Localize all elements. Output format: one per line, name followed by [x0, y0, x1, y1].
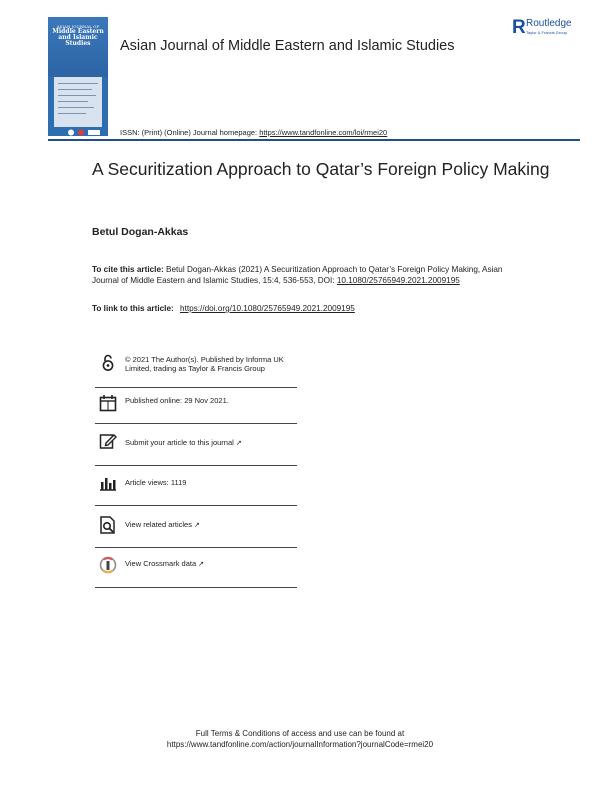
header-divider: [48, 139, 580, 141]
cover-text-line: [58, 113, 86, 114]
cover-text-line: [58, 95, 96, 96]
license-text: © 2021 The Author(s). Published by Informa UK Limited, trading as Taylor & Francis Group: [125, 355, 284, 373]
journal-cover-image: [48, 17, 108, 136]
calendar-icon: [99, 394, 117, 412]
related-articles-icon: [99, 516, 117, 534]
license-row: [95, 350, 297, 388]
external-link-icon: ↗: [235, 440, 242, 447]
article-title: A Securitization Approach to Qatar’s Foreign Policy Making: [92, 159, 550, 179]
footer: [0, 728, 600, 750]
routledge-logo: [512, 17, 592, 39]
bar-chart-icon: [99, 474, 117, 492]
article-link-line: [92, 304, 355, 313]
related-row[interactable]: [95, 506, 297, 548]
routledge-r-icon: R: [512, 17, 526, 38]
publisher-name: Routledge: [526, 18, 572, 29]
issn-line: [120, 128, 387, 137]
published-date: Published online: 29 Nov 2021.: [125, 396, 229, 405]
citation-block: [92, 264, 512, 286]
edit-icon: [99, 432, 117, 450]
cover-text-line: [58, 101, 88, 102]
cover-title: ASIAN JOURNAL OF Middle Eastern and Islamic Studies: [52, 24, 104, 47]
crossmark-link[interactable]: View Crossmark data ↗: [125, 559, 205, 568]
open-access-icon: [99, 354, 117, 372]
crossmark-row[interactable]: [95, 548, 297, 588]
views-row: [95, 466, 297, 506]
article-views: Article views: 1119: [125, 478, 187, 487]
footer-terms-link[interactable]: https://www.tandfonline.com/action/journalInformation?journalCode=rmei20: [166, 740, 434, 749]
link-label: To link to this article:: [92, 304, 174, 313]
cover-panel: [54, 77, 102, 127]
author-name: Betul Dogan-Akkas: [92, 226, 189, 238]
crossmark-icon: [99, 556, 117, 574]
publisher-tagline: Taylor & Francis Group: [526, 30, 567, 35]
external-link-icon: ↗: [193, 522, 200, 529]
cover-text-line: [58, 89, 92, 90]
cite-label: To cite this article:: [92, 265, 164, 274]
doi-link[interactable]: 10.1080/25765949.2021.2009195: [336, 276, 460, 285]
cite-text: Betul Dogan-Akkas (2021) A Securitization Approach to Qatar’s Foreign Policy Making, Asian Journal of Middle Eastern and Islamic Studies, 15:4, 536-553, DOI:: [92, 265, 503, 285]
cover-text-line: [58, 83, 98, 84]
footer-terms-text: Full Terms & Conditions of access and use can be found at: [195, 729, 405, 738]
journal-title: Asian Journal of Middle Eastern and Islamic Studies: [120, 38, 455, 54]
journal-homepage-link[interactable]: https://www.tandfonline.com/loi/rmei20: [259, 128, 388, 137]
cover-logos: [68, 129, 102, 136]
submit-row[interactable]: [95, 424, 297, 466]
related-articles-link[interactable]: View related articles ↗: [125, 520, 200, 529]
published-row: [95, 388, 297, 424]
issn-label: ISSN: (Print) (Online) Journal homepage:: [120, 128, 258, 137]
external-link-icon: ↗: [198, 561, 205, 568]
cover-text-line: [58, 107, 94, 108]
submit-article-link[interactable]: Submit your article to this journal ↗: [125, 438, 242, 447]
article-url-link[interactable]: https://doi.org/10.1080/25765949.2021.2009195: [180, 304, 355, 313]
